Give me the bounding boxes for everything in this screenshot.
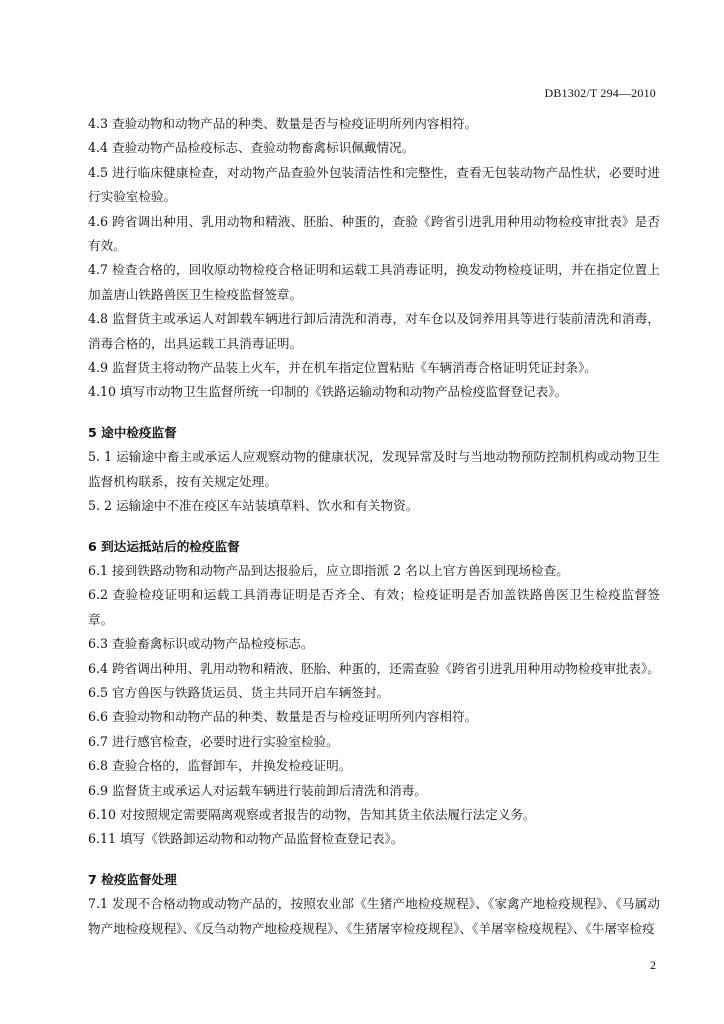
section-gap <box>88 852 660 868</box>
section-gap <box>88 519 660 535</box>
clause-4-6: 4.6 跨省调出种用、乳用动物和精液、胚胎、种蛋的，查验《跨省引进乳用种用动物检疫审批表》是否有效。 <box>88 213 660 254</box>
section-gap <box>88 405 660 421</box>
clause-4-10: 4.10 填写市动物卫生监督所统一印制的《铁路运输动物和动物产品检疫监督登记表》。 <box>88 384 568 400</box>
clause-4-4: 4.4 查验动物产品检疫标志、查验动物畜禽标识佩戴情况。 <box>88 140 415 156</box>
section-7-heading: 7 检疫监督处理 <box>88 871 177 887</box>
section-5-heading: 5 途中检疫监督 <box>88 424 177 440</box>
clause-6-7: 6.7 进行感官检查，必要时进行实验室检验。 <box>88 733 339 749</box>
clause-6-9: 6.9 监督货主或承运人对运载车辆进行装前卸后清洗和消毒。 <box>88 782 427 798</box>
clause-4-3: 4.3 查验动物和动物产品的种类、数量是否与检疫证明所列内容相符。 <box>88 116 478 131</box>
clause-6-4: 6.4 跨省调出种用、乳用动物和精液、胚胎、种蛋的，还需查验《跨省引进乳用种用动物检疫审批表》。 <box>88 660 660 676</box>
clause-7-1: 7.1 发现不合格动物或动物产品的，按照农业部《生猪产地检疫规程》、《家禽产地检疫规程》、《马属动物产地检疫规程》、《反刍动物产地检疫规程》、《生猪屠宰检疫规程》、《羊屠宰检疫规程》、《牛屠宰检疫 <box>88 896 660 936</box>
clause-6-11: 6.11 填写《铁路卸运动物和动物产品监督检查登记表》。 <box>88 831 404 847</box>
clause-6-1: 6.1 接到铁路动物和动物产品到达报验后，应立即指派 2 名以上官方兽医到现场检查。 <box>88 562 569 578</box>
clause-5-1: 5. 1 运输途中畜主或承运人应观察动物的健康状况，发现异常及时与当地动物预防控制机构或动物卫生监督机构联系，按有关规定处理。 <box>88 449 660 489</box>
clause-6-5: 6.5 官方兽医与铁路货运员、货主共同开启车辆签封。 <box>88 684 390 700</box>
clause-6-8: 6.8 查验合格的，监督卸车，并换发检疫证明。 <box>88 758 352 774</box>
clause-4-9: 4.9 监督货主将动物产品装上火车，并在机车指定位置粘贴《车辆消毒合格证明凭证封条》。 <box>88 360 597 376</box>
clause-4-5: 4.5 进行临床健康检查，对动物产品查验外包装清洁性和完整性，查看无包装动物产品性状，必要时进行实验室检验。 <box>88 164 660 205</box>
clause-6-6: 6.6 查验动物和动物产品的种类、数量是否与检疫证明所列内容相符。 <box>88 709 478 725</box>
clause-4-7: 4.7 检查合格的，回收原动物检疫合格证明和运载工具消毒证明，换发动物检疫证明，并在指定位置上加盖唐山铁路兽医卫生检疫监督签章。 <box>88 262 660 302</box>
document-code: DB1302/T 294—2010 <box>544 86 656 100</box>
document-body <box>88 112 660 941</box>
clause-5-2: 5. 2 运输途中不准在疫区车站装填草料、饮水和有关物资。 <box>88 498 419 514</box>
clause-4-8: 4.8 监督货主或承运人对卸载车辆进行卸后清洗和消毒，对车仓以及饲养用具等进行装前清洗和消毒，消毒合格的，出具运载工具消毒证明。 <box>88 311 660 351</box>
clause-6-10: 6.10 对按照规定需要隔离观察或者报告的动物，告知其货主依法履行法定义务。 <box>88 806 536 822</box>
page-number: 2 <box>650 958 656 972</box>
clause-6-3: 6.3 查验畜禽标识或动物产品检疫标志。 <box>88 636 314 652</box>
section-6-heading: 6 到达运抵站后的检疫监督 <box>88 538 240 554</box>
clause-6-2: 6.2 查验检疫证明和运载工具消毒证明是否齐全、有效；检疫证明是否加盖铁路兽医卫生检疫监督签章。 <box>88 587 660 627</box>
